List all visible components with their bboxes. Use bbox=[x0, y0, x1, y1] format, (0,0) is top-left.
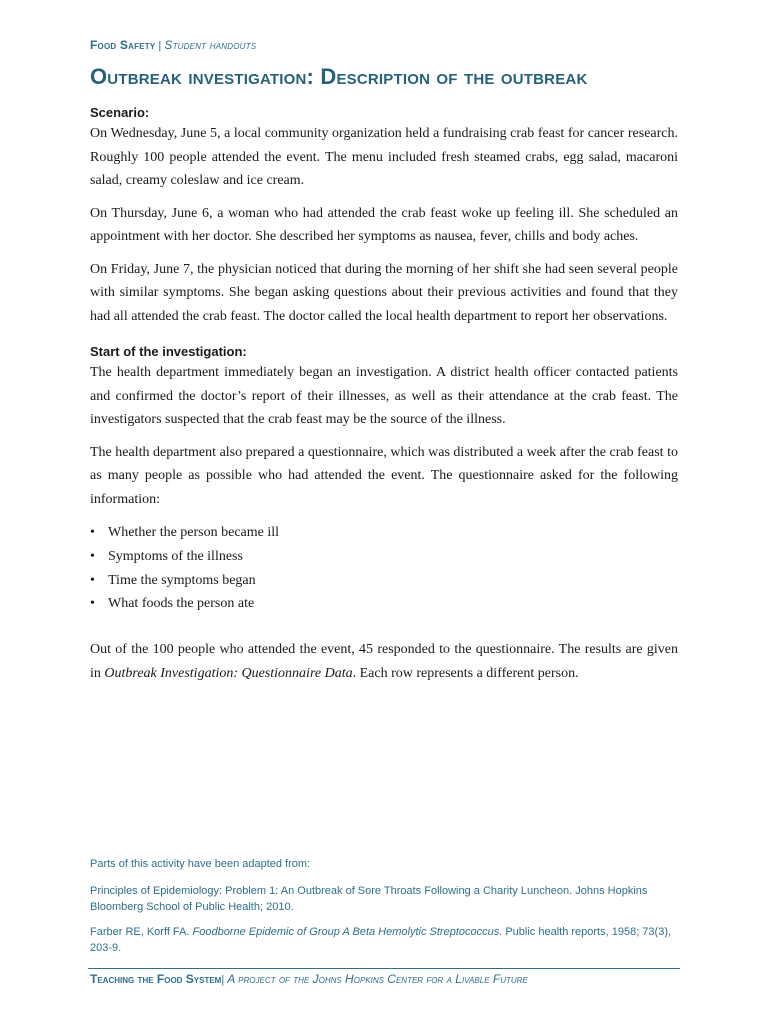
investigation-heading: Start of the investigation: bbox=[90, 344, 247, 359]
source-2-authors: Farber RE, Korff FA. bbox=[90, 926, 193, 938]
list-item-text: Symptoms of the illness bbox=[108, 548, 243, 564]
scenario-paragraph-1: On Wednesday, June 5, a local community organization held a fundraising crab feast for cancer research. Roughly 100 people attended the event. The menu included fresh steamed crabs, egg salad, macaroni salad, creamy coleslaw and ice cream. bbox=[90, 126, 678, 188]
closing-text-after: . Each row represents a different person. bbox=[352, 665, 579, 681]
list-item-text: What foods the person ate bbox=[108, 596, 255, 612]
sources-block bbox=[90, 856, 680, 965]
questionnaire-data-reference: Outbreak Investigation: Questionnaire Data bbox=[104, 665, 353, 681]
page-title: Outbreak investigation: Description of the outbreak bbox=[90, 64, 588, 89]
scenario-paragraph-3: On Friday, June 7, the physician noticed that during the morning of her shift she had seen several people with similar symptoms. She began asking questions about their previous activities and found that they had all attended the crab feast. The doctor called the local health department to report her observations. bbox=[90, 261, 678, 324]
footer-brand: Teaching the Food System bbox=[90, 972, 222, 986]
list-item bbox=[90, 592, 678, 616]
investigation-paragraph-2: The health department also prepared a questionnaire, which was distributed a week after the crab feast to as many people as possible who had attended the event. The questionnaire asked for the following information: bbox=[90, 444, 678, 507]
list-item bbox=[90, 545, 678, 569]
source-2-publication: Public health reports, 1958; 73(3), 203-9. bbox=[90, 926, 672, 954]
list-item-text: Whether the person became ill bbox=[108, 525, 280, 540]
bullet-icon: • bbox=[90, 525, 95, 540]
footer-separator: | bbox=[221, 974, 225, 986]
source-reference-2 bbox=[90, 924, 680, 956]
main-content bbox=[90, 103, 678, 694]
list-item-text: Time the symptoms began bbox=[108, 572, 256, 588]
bullet-icon: • bbox=[90, 548, 95, 564]
running-footer bbox=[90, 972, 528, 986]
questionnaire-list bbox=[90, 521, 678, 616]
running-header bbox=[90, 38, 256, 52]
list-item bbox=[90, 569, 678, 593]
source-2-title: Foodborne Epidemic of Group A Beta Hemolytic Streptococcus. bbox=[192, 926, 503, 938]
header-brand: Food Safety bbox=[90, 38, 156, 52]
list-item bbox=[90, 521, 678, 545]
footer-subtitle: A project of the Johns Hopkins Center for a Livable Future bbox=[227, 972, 528, 986]
source-reference-1: Principles of Epidemiology: Problem 1: An Outbreak of Sore Throats Following a Charity Luncheon. Johns Hopkins Bloomberg School of Public Health; 2010. bbox=[90, 885, 648, 913]
sources-intro: Parts of this activity have been adapted from: bbox=[90, 858, 311, 870]
bullet-icon: • bbox=[90, 596, 95, 612]
bullet-icon: • bbox=[90, 572, 95, 588]
scenario-paragraph-2: On Thursday, June 6, a woman who had attended the crab feast woke up feeling ill. She scheduled an appointment with her doctor. She described her symptoms as nausea, fever, chills and body aches. bbox=[90, 205, 678, 244]
closing-paragraph bbox=[90, 638, 678, 685]
scenario-heading: Scenario: bbox=[90, 105, 150, 120]
header-separator: | bbox=[158, 40, 162, 52]
investigation-paragraph-1: The health department immediately began an investigation. A district health officer contacted patients and confirmed the doctor’s report of their illnesses, as well as their attendance at the crab feast. The investigators suspected that the crab feast may be the source of the illness. bbox=[90, 365, 678, 427]
closing-text-before: Out of the 100 people who attended the event, 45 responded to the questionnaire. The results are given in bbox=[90, 642, 678, 681]
footer-divider bbox=[88, 968, 680, 969]
header-subtitle: Student handouts bbox=[164, 38, 257, 52]
